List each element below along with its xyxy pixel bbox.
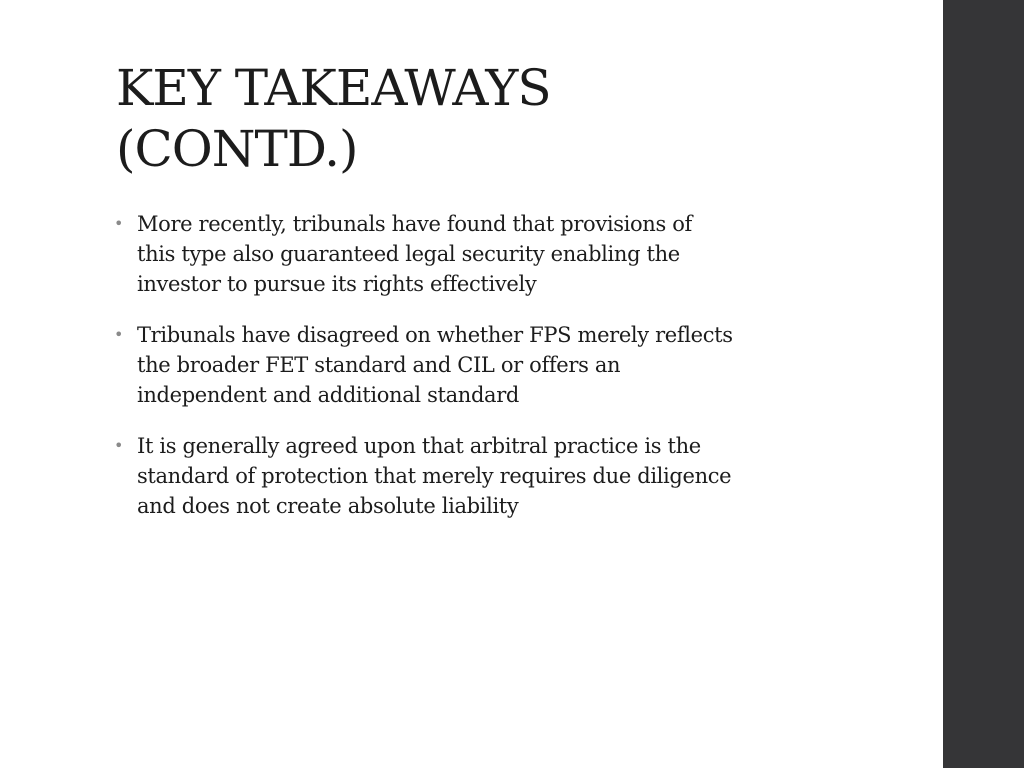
bullet-text-1: [137, 209, 834, 299]
slide-title-line-2: (CONTD.): [116, 120, 358, 178]
slide-title: [116, 58, 876, 180]
bullet-marker: •: [114, 436, 124, 455]
bullet-3-line-3: and does not create absolute liability: [137, 494, 519, 518]
bullet-item-2: [114, 320, 834, 410]
bullet-item-1: [114, 209, 834, 299]
bullet-2-line-2: the broader FET standard and CIL or offers an: [137, 353, 621, 377]
bullet-2-line-3: independent and additional standard: [137, 383, 519, 407]
bullet-text-3: [137, 431, 834, 521]
bullet-3-line-1: It is generally agreed upon that arbitral practice is the: [137, 434, 701, 458]
side-accent-bar: [943, 0, 1024, 768]
bullet-2-line-1: Tribunals have disagreed on whether FPS merely reflects: [137, 323, 733, 347]
bullet-text-2: [137, 320, 834, 410]
bullet-1-line-2: this type also guaranteed legal security enabling the: [137, 242, 680, 266]
bullet-1-line-1: More recently, tribunals have found that provisions of: [137, 212, 692, 236]
bullet-marker: •: [114, 325, 124, 344]
bullet-list: [114, 209, 834, 542]
bullet-item-3: [114, 431, 834, 521]
bullet-3-line-2: standard of protection that merely requires due diligence: [137, 464, 732, 488]
bullet-marker: •: [114, 214, 124, 233]
slide-title-line-1: KEY TAKEAWAYS: [116, 59, 551, 117]
bullet-1-line-3: investor to pursue its rights effectively: [137, 272, 537, 296]
